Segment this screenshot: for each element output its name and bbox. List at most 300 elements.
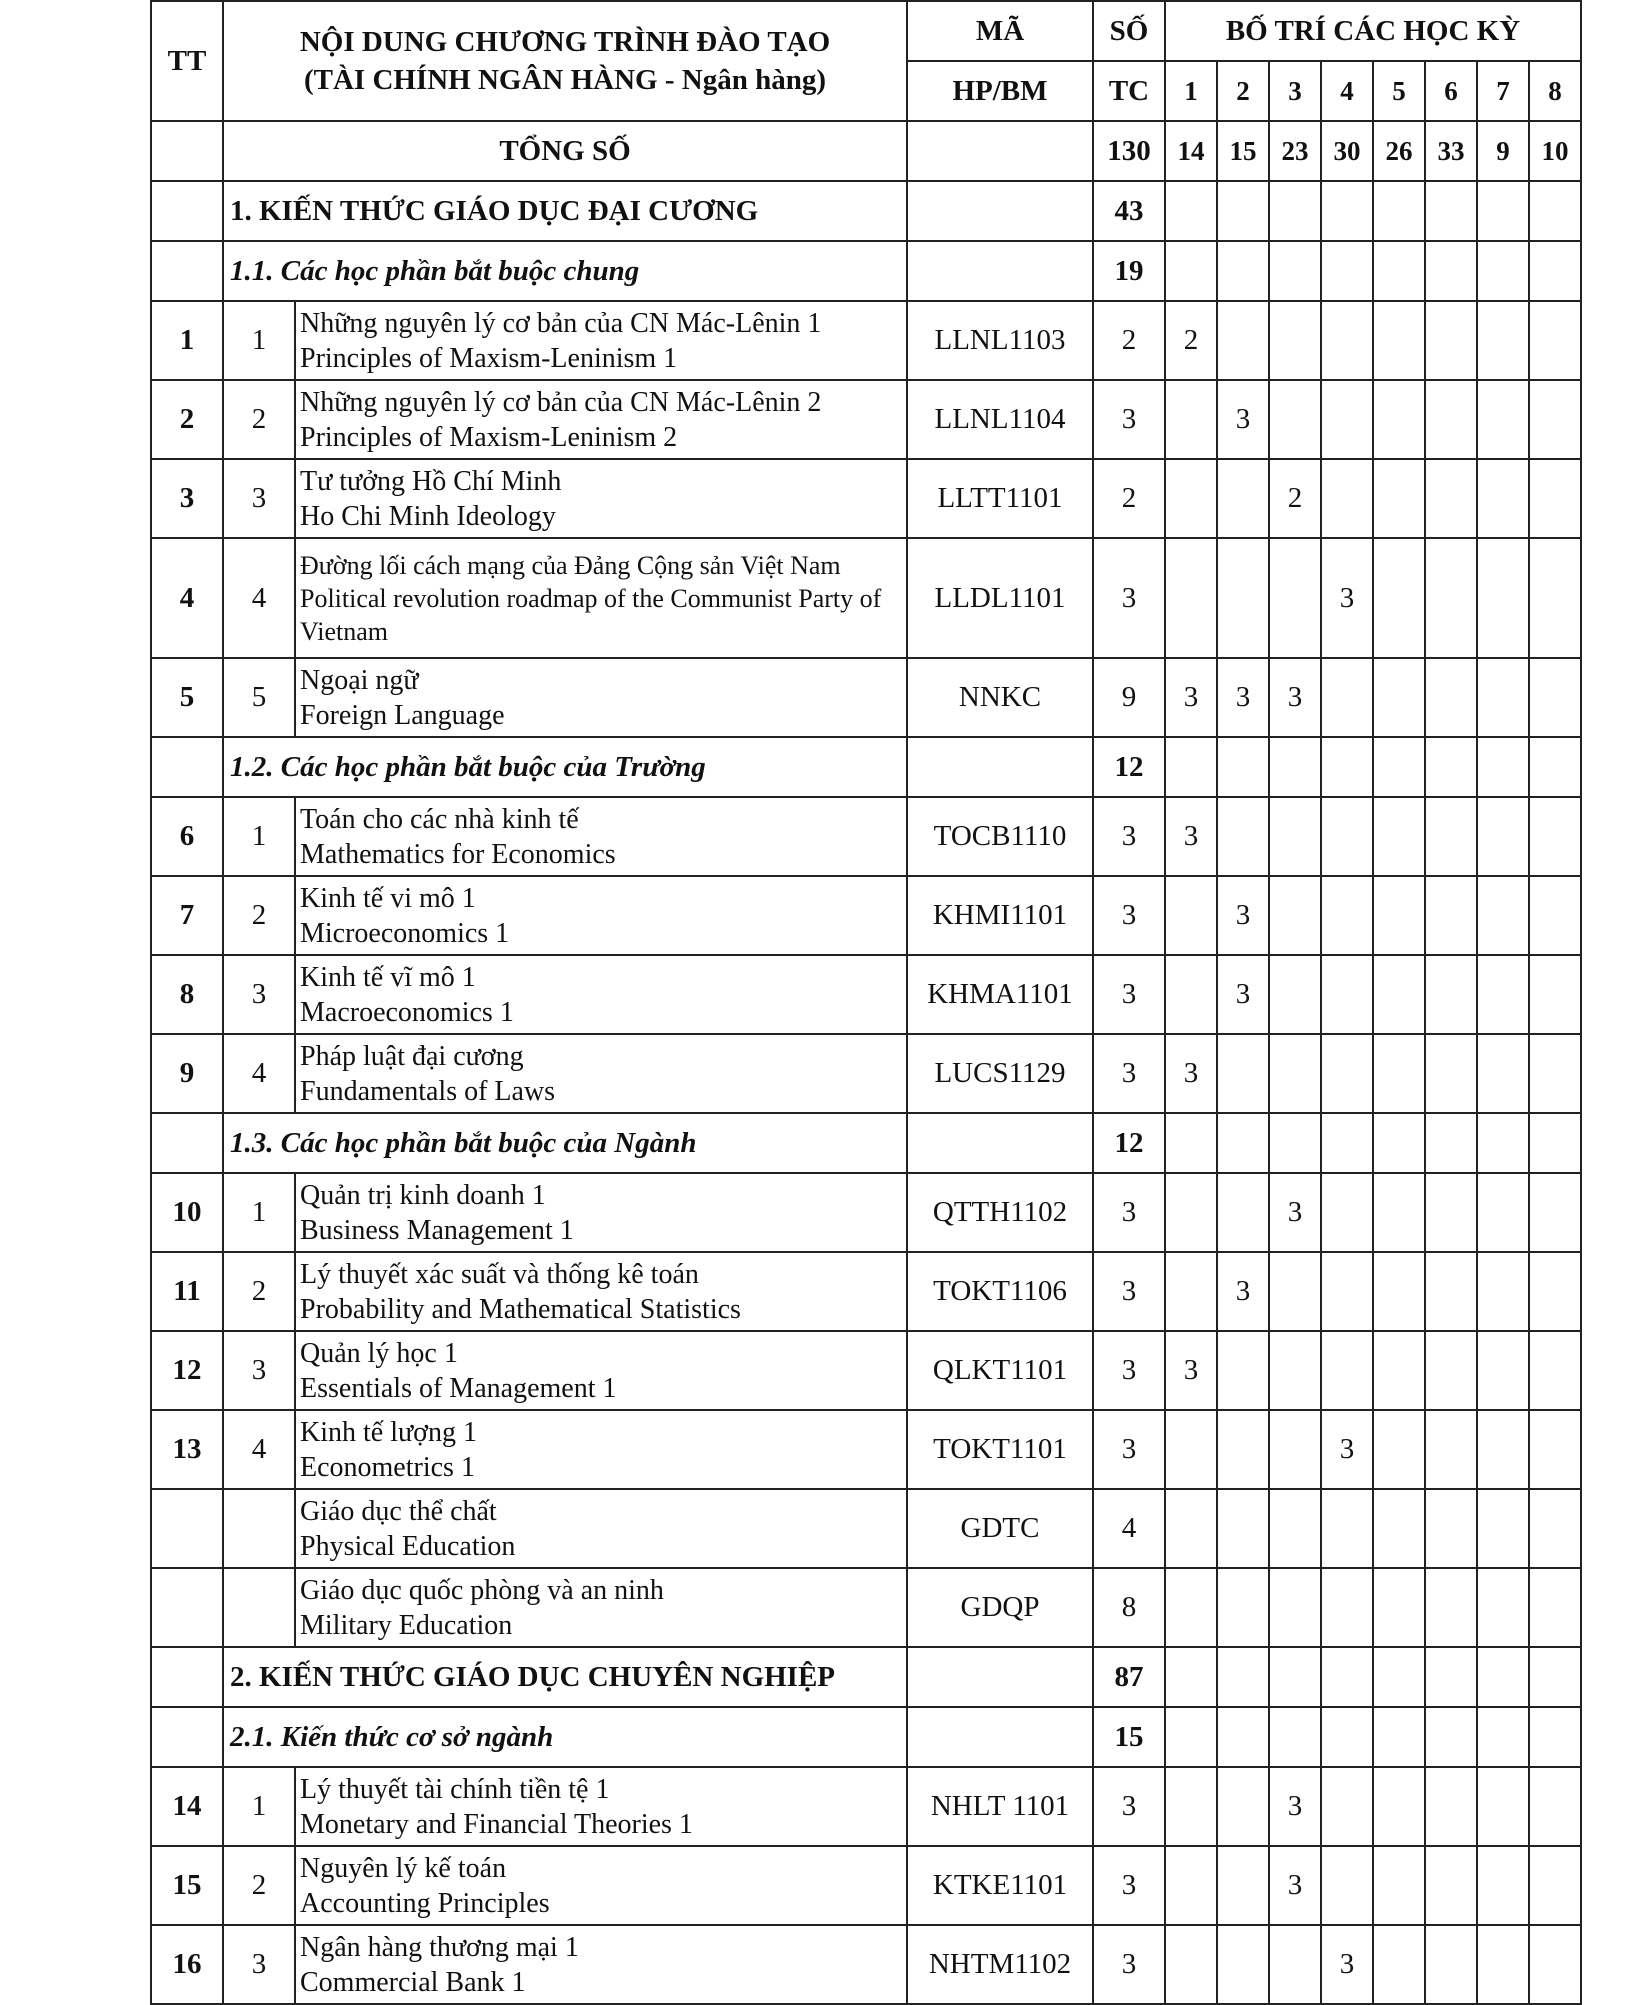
course-semester-6 [1425, 1034, 1477, 1113]
course-semester-4 [1321, 1767, 1373, 1846]
course-credits: 3 [1093, 1846, 1165, 1925]
course-tt: 2 [151, 380, 223, 459]
course-name-en: Macroeconomics 1 [300, 996, 514, 1028]
course-semester-6 [1425, 1410, 1477, 1489]
course-semester-6 [1425, 1252, 1477, 1331]
curriculum-table [150, 0, 1582, 2005]
course-sub-index: 1 [223, 1767, 295, 1846]
course-sub-index: 2 [223, 1846, 295, 1925]
course-semester-4 [1321, 301, 1373, 380]
course-semester-1 [1165, 1410, 1217, 1489]
course-semester-5 [1373, 1846, 1425, 1925]
course-semester-5 [1373, 955, 1425, 1034]
course-semester-5 [1373, 876, 1425, 955]
section1-semester-2 [1217, 181, 1269, 241]
header-credits-bottom: TC [1093, 61, 1165, 121]
course-sub-index: 3 [223, 1925, 295, 2004]
course-semester-4 [1321, 459, 1373, 538]
course-semester-6 [1425, 955, 1477, 1034]
sub11-blank [151, 241, 223, 301]
course-semester-8 [1529, 538, 1581, 658]
course-code: TOCB1110 [907, 797, 1093, 876]
section2-label: 2. KIẾN THỨC GIÁO DỤC CHUYÊN NGHIỆP [223, 1647, 907, 1707]
course-semester-4 [1321, 1034, 1373, 1113]
total-blank [151, 121, 223, 181]
course-code: QLKT1101 [907, 1331, 1093, 1410]
course-name-en: Mathematics for Economics [300, 838, 616, 870]
course-code: NNKC [907, 658, 1093, 737]
course-code: NHLT 1101 [907, 1767, 1093, 1846]
sub12-semester-2 [1217, 737, 1269, 797]
course-name [295, 1173, 907, 1252]
course-code: GDTC [907, 1489, 1093, 1568]
course-sub-index: 3 [223, 1331, 295, 1410]
course-credits: 4 [1093, 1489, 1165, 1568]
course-semester-5 [1373, 459, 1425, 538]
course-code: NHTM1102 [907, 1925, 1093, 2004]
course-row [151, 380, 1581, 459]
course-tt: 15 [151, 1846, 223, 1925]
sub13-semester-8 [1529, 1113, 1581, 1173]
course-row [151, 1252, 1581, 1331]
course-name [295, 1767, 907, 1846]
sub21-blank [151, 1707, 223, 1767]
sub11-code-blank [907, 241, 1093, 301]
course-name-vi: Giáo dục quốc phòng và an ninh [300, 1574, 664, 1606]
header-title-line1: NỘI DUNG CHƯƠNG TRÌNH ĐÀO TẠO [299, 26, 831, 58]
course-semester-7 [1477, 797, 1529, 876]
course-tt: 11 [151, 1252, 223, 1331]
course-semester-1 [1165, 1252, 1217, 1331]
sub11-semester-1 [1165, 241, 1217, 301]
sub12-code-blank [907, 737, 1093, 797]
course-semester-7 [1477, 1331, 1529, 1410]
course-semester-3 [1269, 1410, 1321, 1489]
course-semester-7 [1477, 1410, 1529, 1489]
section2-credits: 87 [1093, 1647, 1165, 1707]
course-semester-1 [1165, 1173, 1217, 1252]
sub13-semester-4 [1321, 1113, 1373, 1173]
course-credits: 3 [1093, 1252, 1165, 1331]
course-semester-1: 3 [1165, 658, 1217, 737]
course-semester-5 [1373, 1568, 1425, 1647]
course-name-en: Ho Chi Minh Ideology [300, 500, 556, 532]
course-semester-8 [1529, 1489, 1581, 1568]
course-name [295, 1568, 907, 1647]
course-semester-3 [1269, 876, 1321, 955]
course-sub-index: 5 [223, 658, 295, 737]
course-name-en: Physical Education [300, 1530, 516, 1562]
course-semester-6 [1425, 1846, 1477, 1925]
sub13-semester-2 [1217, 1113, 1269, 1173]
sub13-semester-6 [1425, 1113, 1477, 1173]
course-code: QTTH1102 [907, 1173, 1093, 1252]
course-name [295, 1925, 907, 2004]
course-tt: 3 [151, 459, 223, 538]
sub11-semester-7 [1477, 241, 1529, 301]
course-semester-5 [1373, 1489, 1425, 1568]
course-name [295, 1034, 907, 1113]
course-name [295, 1331, 907, 1410]
course-code: LUCS1129 [907, 1034, 1093, 1113]
course-semester-8 [1529, 1846, 1581, 1925]
section2-semester-6 [1425, 1647, 1477, 1707]
section-row-sub21 [151, 1707, 1581, 1767]
header-code-bottom: HP/BM [907, 61, 1093, 121]
course-semester-8 [1529, 1410, 1581, 1489]
course-tt: 13 [151, 1410, 223, 1489]
course-sub-index [223, 1489, 295, 1568]
course-semester-2 [1217, 538, 1269, 658]
total-semester-6: 33 [1425, 121, 1477, 181]
section2-semester-1 [1165, 1647, 1217, 1707]
course-semester-8 [1529, 301, 1581, 380]
section-row-sub11 [151, 241, 1581, 301]
sub11-label: 1.1. Các học phần bắt buộc chung [223, 241, 907, 301]
sub13-credits: 12 [1093, 1113, 1165, 1173]
course-semester-7 [1477, 1489, 1529, 1568]
section1-semester-8 [1529, 181, 1581, 241]
section1-credits: 43 [1093, 181, 1165, 241]
course-semester-8 [1529, 955, 1581, 1034]
course-semester-1: 3 [1165, 1034, 1217, 1113]
course-name-en: Principles of Maxism-Leninism 2 [300, 421, 678, 453]
course-code: TOKT1106 [907, 1252, 1093, 1331]
course-row [151, 1568, 1581, 1647]
course-semester-1 [1165, 955, 1217, 1034]
sub13-semester-3 [1269, 1113, 1321, 1173]
course-semester-5 [1373, 538, 1425, 658]
course-semester-7 [1477, 876, 1529, 955]
course-name-en: Econometrics 1 [300, 1451, 475, 1483]
sub13-code-blank [907, 1113, 1093, 1173]
course-name [295, 1410, 907, 1489]
course-semester-3 [1269, 1568, 1321, 1647]
section2-semester-3 [1269, 1647, 1321, 1707]
total-semester-5: 26 [1373, 121, 1425, 181]
course-name-vi: Kinh tế vi mô 1 [300, 882, 476, 914]
course-name [295, 1846, 907, 1925]
course-semester-1: 2 [1165, 301, 1217, 380]
sub12-label: 1.2. Các học phần bắt buộc của Trường [223, 737, 907, 797]
course-sub-index: 3 [223, 955, 295, 1034]
course-name-en: Political revolution roadmap of the Communist Party of Vietnam [300, 583, 882, 646]
sub12-semester-4 [1321, 737, 1373, 797]
course-semester-1 [1165, 1489, 1217, 1568]
header-semester-6: 6 [1425, 61, 1477, 121]
course-row [151, 1410, 1581, 1489]
course-semester-1 [1165, 1925, 1217, 2004]
course-credits: 3 [1093, 1034, 1165, 1113]
course-semester-6 [1425, 1568, 1477, 1647]
course-semester-5 [1373, 1252, 1425, 1331]
course-name-vi: Lý thuyết xác suất và thống kê toán [300, 1258, 699, 1290]
course-semester-2 [1217, 1034, 1269, 1113]
course-tt: 5 [151, 658, 223, 737]
course-row [151, 1034, 1581, 1113]
course-row [151, 658, 1581, 737]
course-name-en: Probability and Mathematical Statistics [300, 1293, 741, 1325]
course-semester-5 [1373, 658, 1425, 737]
course-semester-2: 3 [1217, 876, 1269, 955]
course-sub-index: 2 [223, 1252, 295, 1331]
course-semester-1 [1165, 459, 1217, 538]
course-semester-3: 3 [1269, 1173, 1321, 1252]
course-semester-3: 3 [1269, 658, 1321, 737]
course-semester-7 [1477, 538, 1529, 658]
course-semester-7 [1477, 1925, 1529, 2004]
course-tt: 12 [151, 1331, 223, 1410]
course-name-vi: Kinh tế lượng 1 [300, 1416, 477, 1448]
sub21-label: 2.1. Kiến thức cơ sở ngành [223, 1707, 907, 1767]
section2-semester-8 [1529, 1647, 1581, 1707]
course-semester-3: 2 [1269, 459, 1321, 538]
section1-label: 1. KIẾN THỨC GIÁO DỤC ĐẠI CƯƠNG [223, 181, 907, 241]
course-name-en: Foreign Language [300, 699, 505, 731]
course-semester-2 [1217, 1489, 1269, 1568]
course-semester-2 [1217, 1568, 1269, 1647]
course-row [151, 538, 1581, 658]
course-semester-2 [1217, 1925, 1269, 2004]
total-semester-7: 9 [1477, 121, 1529, 181]
course-semester-3 [1269, 1331, 1321, 1410]
course-semester-6 [1425, 380, 1477, 459]
course-name-vi: Tư tưởng Hồ Chí Minh [300, 465, 562, 497]
course-credits: 9 [1093, 658, 1165, 737]
sub21-semester-5 [1373, 1707, 1425, 1767]
course-name-vi: Những nguyên lý cơ bản của CN Mác-Lênin 1 [300, 307, 822, 339]
course-semester-3 [1269, 1252, 1321, 1331]
course-name-vi: Quản lý học 1 [300, 1337, 458, 1369]
section2-semester-2 [1217, 1647, 1269, 1707]
course-semester-4: 3 [1321, 1925, 1373, 2004]
course-semester-5 [1373, 1173, 1425, 1252]
header-title [223, 1, 907, 121]
course-sub-index: 2 [223, 876, 295, 955]
course-name-vi: Kinh tế vĩ mô 1 [300, 961, 476, 993]
total-semester-4: 30 [1321, 121, 1373, 181]
course-name [295, 955, 907, 1034]
section1-semester-3 [1269, 181, 1321, 241]
sub12-semester-8 [1529, 737, 1581, 797]
course-semester-1 [1165, 1767, 1217, 1846]
sub11-semester-6 [1425, 241, 1477, 301]
header-semester-8: 8 [1529, 61, 1581, 121]
header-semester-3: 3 [1269, 61, 1321, 121]
total-label: TỔNG SỐ [223, 121, 907, 181]
course-tt: 9 [151, 1034, 223, 1113]
course-code: TOKT1101 [907, 1410, 1093, 1489]
course-semester-8 [1529, 1331, 1581, 1410]
course-semester-8 [1529, 1034, 1581, 1113]
course-semester-3 [1269, 380, 1321, 459]
course-row [151, 1489, 1581, 1568]
course-tt: 8 [151, 955, 223, 1034]
section2-blank [151, 1647, 223, 1707]
course-row [151, 955, 1581, 1034]
sub12-semester-1 [1165, 737, 1217, 797]
sub12-semester-3 [1269, 737, 1321, 797]
sub21-credits: 15 [1093, 1707, 1165, 1767]
course-semester-7 [1477, 1767, 1529, 1846]
course-name [295, 301, 907, 380]
total-credits: 130 [1093, 121, 1165, 181]
course-semester-6 [1425, 1489, 1477, 1568]
course-name [295, 1489, 907, 1568]
header-code-top: MÃ [907, 1, 1093, 61]
course-semester-7 [1477, 1568, 1529, 1647]
header-semesters-title: BỐ TRÍ CÁC HỌC KỲ [1165, 1, 1581, 61]
sub13-blank [151, 1113, 223, 1173]
course-name-en: Fundamentals of Laws [300, 1075, 556, 1107]
course-semester-1 [1165, 1568, 1217, 1647]
course-credits: 3 [1093, 797, 1165, 876]
course-semester-3: 3 [1269, 1767, 1321, 1846]
header-tt: TT [151, 1, 223, 121]
course-semester-2: 3 [1217, 380, 1269, 459]
course-semester-5 [1373, 797, 1425, 876]
section-row-sub13 [151, 1113, 1581, 1173]
course-code: LLDL1101 [907, 538, 1093, 658]
course-semester-8 [1529, 1252, 1581, 1331]
course-semester-2: 3 [1217, 955, 1269, 1034]
sub12-credits: 12 [1093, 737, 1165, 797]
course-semester-2 [1217, 1331, 1269, 1410]
sub12-blank [151, 737, 223, 797]
sub12-semester-5 [1373, 737, 1425, 797]
course-semester-4 [1321, 1252, 1373, 1331]
sub11-semester-2 [1217, 241, 1269, 301]
sub21-semester-1 [1165, 1707, 1217, 1767]
course-semester-5 [1373, 301, 1425, 380]
sub21-semester-3 [1269, 1707, 1321, 1767]
course-semester-4: 3 [1321, 538, 1373, 658]
course-row [151, 301, 1581, 380]
course-code: LLTT1101 [907, 459, 1093, 538]
section1-semester-6 [1425, 181, 1477, 241]
course-semester-8 [1529, 459, 1581, 538]
course-row [151, 1173, 1581, 1252]
header-semester-2: 2 [1217, 61, 1269, 121]
course-code: LLNL1103 [907, 301, 1093, 380]
sub21-semester-4 [1321, 1707, 1373, 1767]
course-semester-4 [1321, 1846, 1373, 1925]
course-credits: 3 [1093, 1173, 1165, 1252]
header-title-line2: (TÀI CHÍNH NGÂN HÀNG - Ngân hàng) [303, 64, 827, 96]
course-semester-4 [1321, 1489, 1373, 1568]
course-code: KHMI1101 [907, 876, 1093, 955]
total-semester-3: 23 [1269, 121, 1321, 181]
course-semester-4 [1321, 658, 1373, 737]
header-semester-5: 5 [1373, 61, 1425, 121]
course-semester-4 [1321, 1331, 1373, 1410]
course-semester-8 [1529, 1925, 1581, 2004]
course-row [151, 1331, 1581, 1410]
course-semester-8 [1529, 380, 1581, 459]
header-row-top [151, 1, 1581, 61]
course-semester-2 [1217, 1846, 1269, 1925]
course-semester-2 [1217, 301, 1269, 380]
course-tt [151, 1489, 223, 1568]
sub13-semester-7 [1477, 1113, 1529, 1173]
course-sub-index: 1 [223, 1173, 295, 1252]
course-row [151, 876, 1581, 955]
course-name-vi: Nguyên lý kế toán [300, 1852, 507, 1884]
course-name-vi: Toán cho các nhà kinh tế [300, 803, 579, 835]
course-code: KTKE1101 [907, 1846, 1093, 1925]
course-semester-4 [1321, 797, 1373, 876]
course-name-en: Monetary and Financial Theories 1 [300, 1808, 693, 1840]
course-name [295, 538, 907, 658]
sub21-semester-8 [1529, 1707, 1581, 1767]
course-name [295, 876, 907, 955]
total-code-blank [907, 121, 1093, 181]
course-credits: 2 [1093, 301, 1165, 380]
section1-semester-7 [1477, 181, 1529, 241]
course-semester-1: 3 [1165, 797, 1217, 876]
course-semester-6 [1425, 538, 1477, 658]
course-credits: 8 [1093, 1568, 1165, 1647]
course-semester-3 [1269, 1925, 1321, 2004]
sub11-credits: 19 [1093, 241, 1165, 301]
course-row [151, 459, 1581, 538]
course-semester-7 [1477, 1034, 1529, 1113]
course-semester-6 [1425, 1331, 1477, 1410]
course-name-vi: Quản trị kinh doanh 1 [300, 1179, 546, 1211]
total-row [151, 121, 1581, 181]
section2-semester-7 [1477, 1647, 1529, 1707]
sub13-semester-1 [1165, 1113, 1217, 1173]
course-name-en: Military Education [300, 1609, 513, 1641]
course-name-en: Microeconomics 1 [300, 917, 510, 949]
course-name-vi: Những nguyên lý cơ bản của CN Mác-Lênin 2 [300, 386, 822, 418]
course-semester-6 [1425, 658, 1477, 737]
course-semester-5 [1373, 1331, 1425, 1410]
course-semester-8 [1529, 658, 1581, 737]
course-name-en: Accounting Principles [300, 1887, 550, 1919]
course-semester-7 [1477, 955, 1529, 1034]
course-semester-4 [1321, 955, 1373, 1034]
section2-code-blank [907, 1647, 1093, 1707]
course-credits: 3 [1093, 1331, 1165, 1410]
course-semester-6 [1425, 1173, 1477, 1252]
course-semester-7 [1477, 459, 1529, 538]
section1-semester-5 [1373, 181, 1425, 241]
section1-blank [151, 181, 223, 241]
course-semester-3 [1269, 301, 1321, 380]
course-semester-6 [1425, 797, 1477, 876]
sub13-semester-5 [1373, 1113, 1425, 1173]
course-semester-5 [1373, 1925, 1425, 2004]
course-semester-8 [1529, 876, 1581, 955]
sub12-semester-7 [1477, 737, 1529, 797]
course-semester-3 [1269, 1489, 1321, 1568]
course-name-vi: Pháp luật đại cương [300, 1040, 524, 1072]
section-row-sub12 [151, 737, 1581, 797]
course-semester-5 [1373, 1034, 1425, 1113]
course-credits: 3 [1093, 1410, 1165, 1489]
sub21-semester-6 [1425, 1707, 1477, 1767]
course-sub-index: 3 [223, 459, 295, 538]
course-name-vi: Ngân hàng thương mại 1 [300, 1931, 579, 1963]
course-name-en: Essentials of Management 1 [300, 1372, 617, 1404]
course-name [295, 380, 907, 459]
course-sub-index: 4 [223, 1034, 295, 1113]
course-name [295, 459, 907, 538]
course-sub-index [223, 1568, 295, 1647]
course-semester-1: 3 [1165, 1331, 1217, 1410]
section-row-section2 [151, 1647, 1581, 1707]
